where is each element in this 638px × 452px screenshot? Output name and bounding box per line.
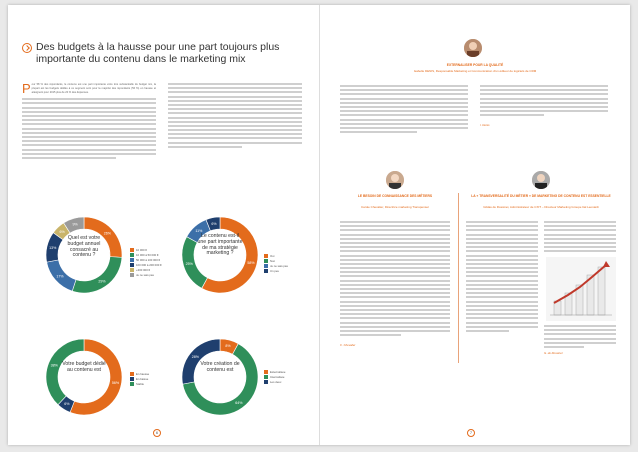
legend-swatch <box>130 372 134 376</box>
legend-label: Un peu <box>270 268 280 273</box>
author-avatar <box>532 171 550 189</box>
page-number: 6 <box>153 429 161 437</box>
legend-label: Non <box>270 258 276 263</box>
content-creation-legend <box>264 369 309 384</box>
slice-value-label: 8% <box>225 344 231 349</box>
legend-swatch <box>130 273 134 277</box>
quote-author: Gildas de Rossinet, Administrateur de CXIT – Directeur Marketing Groupe Ital Leonardi <box>483 205 599 209</box>
legend-label: 100 000 à 200 000 € <box>136 262 162 267</box>
budget-trend-legend <box>130 371 175 386</box>
slice-value-label: 11% <box>195 229 203 234</box>
legend-label: Je ne sais pas <box>136 272 154 277</box>
legend-label: Stable <box>136 381 144 386</box>
chart-center-label: Quel est votre budget annuel consacré au contenu ? <box>67 235 101 259</box>
slice-value-label: 38% <box>50 363 58 368</box>
quote-signature: G. de Rossinet <box>544 351 563 355</box>
legend-label: En baisse <box>136 376 149 381</box>
slice-value-label: 26% <box>103 231 111 236</box>
page-number: 7 <box>467 429 475 437</box>
slice-value-label: 6% <box>211 221 217 226</box>
strategy-pie-chart <box>180 215 260 295</box>
quote-text-col-2b <box>544 325 616 350</box>
legend-label: 50 000 à 100 000 € <box>136 257 161 262</box>
author-avatar <box>464 39 482 57</box>
left-page <box>8 5 319 445</box>
legend-swatch <box>264 269 268 273</box>
legend-swatch <box>130 382 134 386</box>
legend-swatch <box>130 253 134 257</box>
right-page <box>320 5 630 445</box>
legend-swatch <box>130 377 134 381</box>
quote-author: Isabelle DENIS, Responsable Marketing et Communication d'un éditeur de logiciels de CRM <box>413 69 537 73</box>
quote-text-col-2 <box>480 85 608 119</box>
slice-value-label: 25% <box>185 262 193 267</box>
strategy-chart-legend <box>264 253 309 273</box>
legend-label: Les deux <box>270 379 282 384</box>
intro-column <box>22 83 156 161</box>
intro-text: our 58 % des répondants, le contenu est une part importante voire très substantielle du budget mix, la plupart est les budgets dédiés à ce segment sont pour la majorité des répondants (56 %) en hausse et atteignent pour 2015 plus de 20 % des dépenses. <box>31 83 156 95</box>
legend-item <box>264 379 309 384</box>
budget-chart-legend <box>130 247 180 277</box>
quote-text <box>340 221 450 338</box>
quote-text-col-1 <box>466 221 538 334</box>
legend-item <box>130 381 175 386</box>
quote-heading: EXTERNALISER POUR LA QUALITÉ <box>446 63 504 67</box>
slice-value-label: 56% <box>111 381 120 386</box>
legend-swatch <box>130 258 134 262</box>
quote-heading: LA « TRANSVERSALITÉ DU MÉTIER » DE MARKETING DE CONTENU EST ESSENTIELLE <box>471 194 611 198</box>
legend-label: 10 000 € <box>136 247 147 252</box>
chevron-circle-icon <box>22 43 32 53</box>
drop-cap: P <box>22 81 31 96</box>
quote-text-col-1 <box>340 85 468 135</box>
slice-value-label: 64% <box>235 401 243 406</box>
legend-label: Je ne sais pas <box>270 263 288 268</box>
legend-swatch <box>130 268 134 272</box>
slice-value-label: 28% <box>191 354 199 359</box>
legend-label: 10 000 à 50 000 € <box>136 252 159 257</box>
legend-swatch <box>264 380 268 384</box>
quote-author: Carole Chevalier, Directrice marketing Transpenser <box>360 205 430 209</box>
growth-chart-illustration <box>546 257 616 321</box>
quote-heading: LE BESOIN DE CONNAISSANCE DES MÉTIERS <box>357 194 433 198</box>
budget-trend-pie-chart <box>44 337 124 417</box>
slice-value-label: 29% <box>98 279 106 284</box>
slice-value-label: 58% <box>247 261 255 266</box>
legend-label: Internalisée <box>270 374 285 379</box>
quote-signature: I. Denis <box>480 123 490 127</box>
budget-pie-chart <box>44 215 124 295</box>
content-creation-pie-chart <box>180 337 260 417</box>
pie-chart-svg <box>44 337 124 417</box>
legend-swatch <box>264 264 268 268</box>
slice-value-label: 6% <box>64 402 70 407</box>
legend-label: En hausse <box>136 371 150 376</box>
legend-swatch <box>130 248 134 252</box>
legend-item <box>264 268 309 273</box>
legend-swatch <box>264 254 268 258</box>
quote-signature: C. Chevalier <box>340 343 356 347</box>
legend-label: Oui <box>270 253 275 258</box>
section-title: Des budgets à la hausse pour une part toujours plus importante du contenu dans le marketing mix <box>36 41 280 65</box>
legend-swatch <box>264 370 268 374</box>
slice-value-label: 9% <box>72 222 78 227</box>
legend-swatch <box>264 259 268 263</box>
pie-slice-2 <box>72 257 122 293</box>
chart-center-label: Le contenu est-il une part importante de ma stratégie marketing ? <box>197 233 243 257</box>
slice-value-label: 13% <box>49 246 57 251</box>
chart-center-label: Votre budget dédié au contenu est <box>62 361 106 373</box>
legend-swatch <box>130 263 134 267</box>
body-text-lines <box>22 98 156 159</box>
quote-text-col-2 <box>544 221 616 255</box>
author-avatar <box>386 171 404 189</box>
column-divider <box>458 193 459 363</box>
pie-chart-svg <box>180 337 260 417</box>
legend-label: +200 000 € <box>136 267 151 272</box>
legend-item <box>130 272 180 277</box>
legend-swatch <box>264 375 268 379</box>
slice-value-label: 17% <box>56 274 64 279</box>
chart-center-label: Votre création de contenu est <box>200 361 240 373</box>
slice-value-label: 6% <box>59 229 65 234</box>
legend-label: Externalisée <box>270 369 286 374</box>
body-column-2 <box>168 83 302 150</box>
